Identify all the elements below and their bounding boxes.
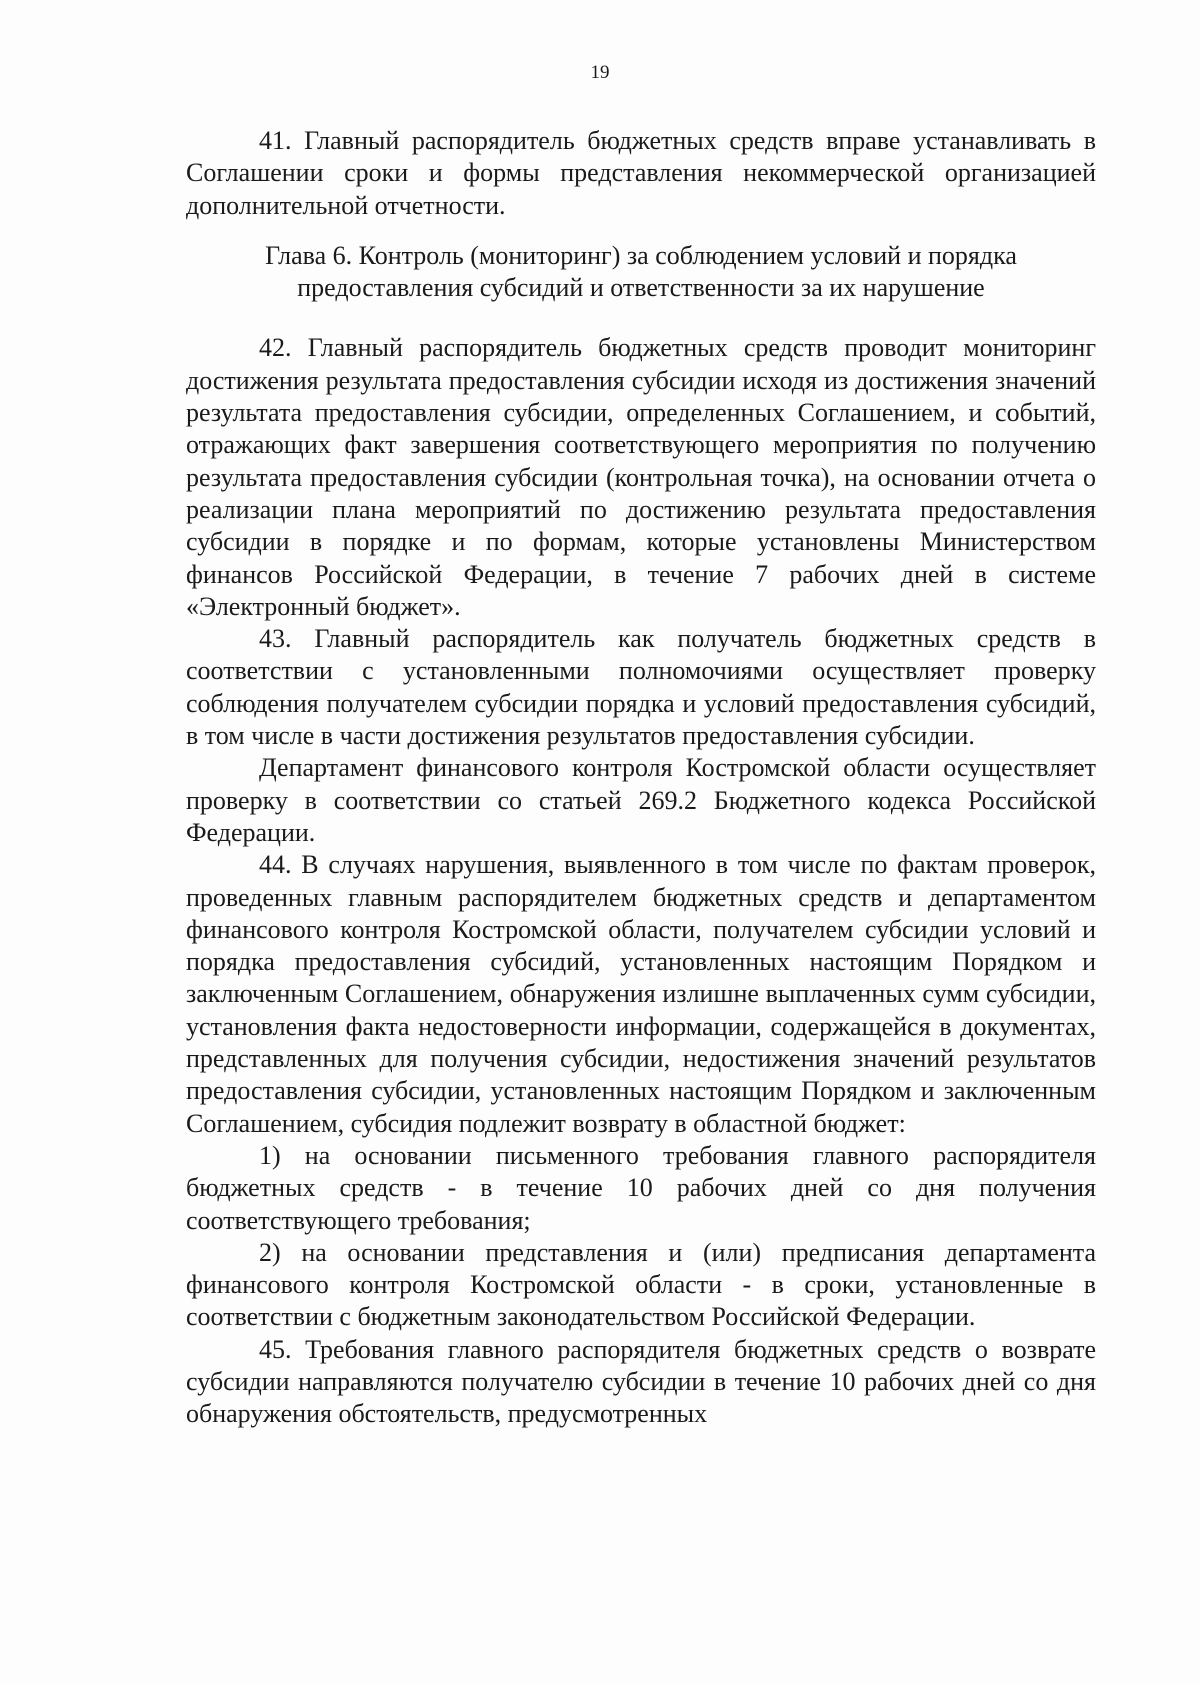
paragraph-45: 45. Требования главного распорядителя бюджетных средств о возврате субсидии направляются получателю субсидии в течение 10 рабочих дней со дня обнаружения обстоятельств, предусмотренных <box>186 1334 1096 1429</box>
chapter-heading-line-1: Глава 6. Контроль (мониторинг) за соблюдением условий и порядка <box>265 240 1017 270</box>
chapter-heading <box>186 240 1096 305</box>
paragraph-44-item-1: 1) на основании письменного требования главного распорядителя бюджетных средств - в течение 10 рабочих дней со дня получения соответствующего требования; <box>186 1140 1096 1235</box>
document-body <box>186 125 1096 1431</box>
paragraph-41: 41. Главный распорядитель бюджетных средств вправе устанавливать в Соглашении сроки и формы представления некоммерческой организацией дополнительной отчетности. <box>186 126 1096 220</box>
paragraph-44: 44. В случаях нарушения, выявленного в том числе по фактам проверок, проведенных главным распорядителем бюджетных средств и департаментом финансового контроля Костромской области, получателем субсидии условий и порядка предоставления субсидий, установленных настоящим Порядком и заключенным Соглашением, обнаружения излишне выплаченных сумм субсидии, установления факта недостоверности информации, содержащейся в документах, представленных для получения субсидии, недостижения значений результатов предоставления субсидии, установленных настоящим Порядком и заключенным Соглашением, субсидия подлежит возврату в областной бюджет: <box>186 850 1096 1138</box>
chapter-heading-line-2: предоставления субсидий и ответственности за их нарушение <box>297 273 985 303</box>
paragraph-44-item-2: 2) на основании представления и (или) предписания департамента финансового контроля Костромской области - в сроки, установленные в соответствии с бюджетным законодательством Российской Федерации. <box>186 1237 1096 1332</box>
paragraph-42: 42. Главный распорядитель бюджетных средств проводит мониторинг достижения результата предоставления субсидии исходя из достижения значений результата предоставления субсидии, определенных Соглашением, и событий, отражающих факт завершения соответствующего мероприятия по получению результата предоставления субсидии (контрольная точка), на основании отчета о реализации плана мероприятий по достижению результата предоставления субсидии в порядке и по формам, которые установлены Министерством финансов Российской Федерации, в течение 7 рабочих дней в системе «Электронный бюджет». <box>186 333 1096 621</box>
paragraph-43: 43. Главный распорядитель как получатель бюджетных средств в соответствии с установленными полномочиями осуществляет проверку соблюдения получателем субсидии порядка и условий предоставления субсидий, в том числе в части достижения результатов предоставления субсидии. <box>186 624 1096 751</box>
page-number: 19 <box>590 62 610 83</box>
paragraph-department-control: Департамент финансового контроля Костромской области осуществляет проверку в соответствии со статьей 269.2 Бюджетного кодекса Российской Федерации. <box>186 753 1096 847</box>
